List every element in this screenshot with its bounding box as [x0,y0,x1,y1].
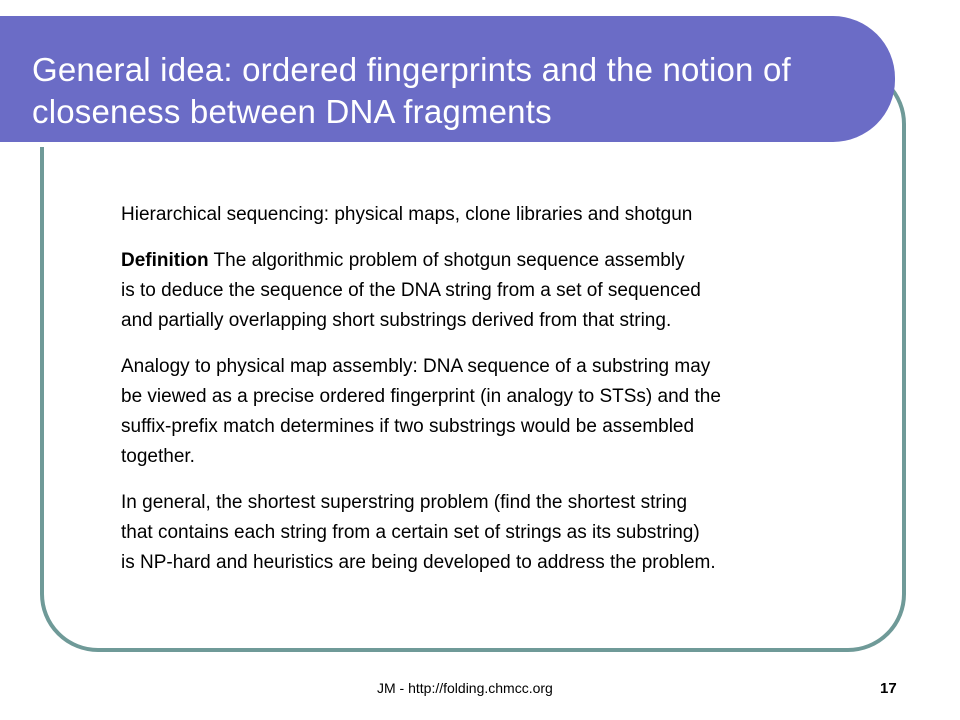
definition-line-3: and partially overlapping short substrings derived from that string. [121,310,672,331]
slide-title [32,49,791,133]
definition-line-2: is to deduce the sequence of the DNA string from a set of sequenced [121,280,701,301]
slide-body [121,200,901,578]
title-line-1: General idea: ordered fingerprints and the notion of [32,51,791,88]
definition-paragraph [121,246,901,336]
general-line-1: In general, the shortest superstring problem (find the shortest string [121,492,688,513]
general-line-3: is NP-hard and heuristics are being developed to address the problem. [121,552,716,573]
analogy-line-1: Analogy to physical map assembly: DNA sequence of a substring may [121,356,711,377]
page-number: 17 [880,680,897,697]
general-line-2: that contains each string from a certain set of strings as its substring) [121,522,700,543]
title-bar [0,16,895,142]
general-paragraph [121,488,901,578]
analogy-paragraph [121,352,901,472]
intro-paragraph: Hierarchical sequencing: physical maps, clone libraries and shotgun [121,204,693,225]
definition-line-1-wrap [121,246,901,276]
analogy-line-3: suffix-prefix match determines if two substrings would be assembled [121,416,695,437]
slide-footer [0,680,960,700]
title-underline [0,142,850,147]
analogy-line-2: be viewed as a precise ordered fingerprint (in analogy to STSs) and the [121,386,721,407]
analogy-line-4: together. [121,446,195,467]
definition-line-1: The algorithmic problem of shotgun sequence assembly [208,250,685,271]
title-line-2: closeness between DNA fragments [32,93,552,130]
definition-term: Definition [121,250,209,271]
footer-url: JM - http://folding.chmcc.org [377,680,553,696]
